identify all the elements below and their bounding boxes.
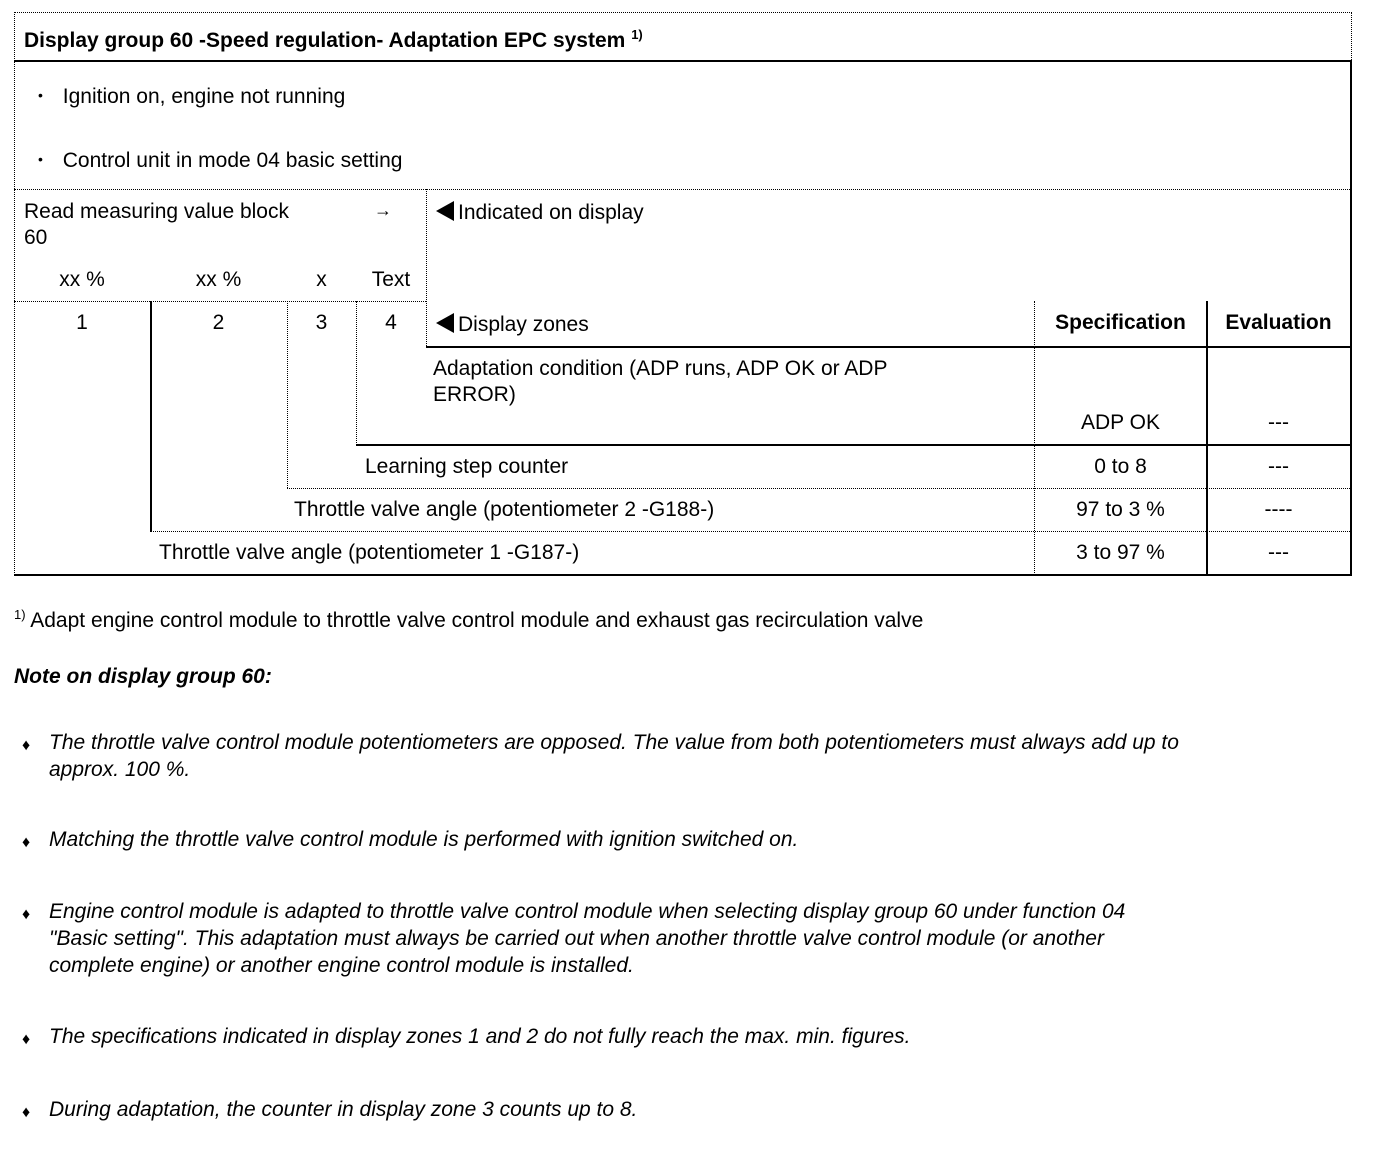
row-specification: ADP OK bbox=[1081, 411, 1160, 434]
bullet-icon: • bbox=[38, 87, 43, 103]
triangle-left-icon bbox=[436, 201, 454, 221]
eval-column-divider bbox=[1206, 301, 1208, 575]
zone-4-bracket bbox=[356, 301, 357, 445]
notes-heading: Note on display group 60: bbox=[14, 665, 272, 688]
row-label-cont: ERROR) bbox=[433, 383, 516, 406]
zone-number-3: 3 bbox=[315, 311, 328, 334]
note-line: Engine control module is adapted to throttle valve control module when selecting display group 60 under function 04 bbox=[49, 900, 1126, 923]
diamond-bullet-icon: ♦ bbox=[22, 1031, 31, 1048]
note-line: Matching the throttle valve control module is performed with ignition switched on. bbox=[49, 828, 799, 851]
table-title-text: Display group 60 -Speed regulation- Adaptation EPC system bbox=[24, 29, 626, 52]
diamond-bullet-icon: ♦ bbox=[22, 737, 31, 754]
zone-3-bracket bbox=[287, 301, 288, 488]
footnote-marker: 1) bbox=[14, 607, 26, 622]
row-specification: 0 to 8 bbox=[1094, 455, 1147, 478]
condition-text: Control unit in mode 04 basic setting bbox=[62, 149, 403, 172]
row-divider bbox=[356, 444, 1352, 446]
triangle-left-icon bbox=[436, 313, 454, 333]
row-divider bbox=[287, 488, 1352, 489]
title-divider bbox=[14, 60, 1352, 62]
spec-column-divider bbox=[1034, 301, 1035, 575]
display-zones-label bbox=[436, 312, 589, 338]
condition-item-2 bbox=[38, 148, 402, 175]
row-label: Learning step counter bbox=[365, 455, 569, 478]
note-item bbox=[22, 898, 1362, 979]
table-title bbox=[24, 28, 643, 54]
footnote-text: Adapt engine control module to throttle valve control module and exhaust gas recirculation valve bbox=[30, 609, 924, 632]
units-divider bbox=[14, 301, 426, 302]
conditions-divider bbox=[14, 189, 1352, 190]
header-left-right-divider bbox=[426, 189, 427, 346]
display-zones-text: Display zones bbox=[458, 313, 589, 336]
note-item bbox=[22, 826, 1362, 853]
note-line: The throttle valve control module potentiometers are opposed. The value from both potentiometers must always add up to bbox=[49, 731, 1179, 754]
note-line: approx. 100 %. bbox=[49, 758, 191, 781]
row-evaluation: --- bbox=[1268, 411, 1289, 434]
condition-text: Ignition on, engine not running bbox=[62, 85, 346, 108]
zone-number-4: 4 bbox=[385, 311, 397, 334]
unit-zone-2: xx % bbox=[195, 268, 242, 291]
unit-zone-3: x bbox=[316, 268, 327, 291]
row-label: Adaptation condition (ADP runs, ADP OK or ADP bbox=[433, 357, 888, 380]
note-item bbox=[22, 1096, 1362, 1123]
diamond-bullet-icon: ♦ bbox=[22, 906, 31, 923]
table-right-border-top bbox=[1351, 12, 1352, 62]
header-bottom-divider bbox=[426, 346, 1352, 348]
evaluation-header: Evaluation bbox=[1225, 311, 1332, 334]
table-left-border bbox=[14, 12, 15, 575]
table-top-border bbox=[14, 12, 1352, 13]
row-evaluation: --- bbox=[1268, 455, 1289, 478]
indicated-on-display-text: Indicated on display bbox=[458, 201, 644, 224]
row-evaluation: ---- bbox=[1264, 498, 1293, 521]
zone-number-1: 1 bbox=[76, 311, 88, 334]
table-right-border bbox=[1350, 61, 1352, 575]
unit-zone-4: Text bbox=[371, 268, 411, 291]
note-line: complete engine) or another engine control module is installed. bbox=[49, 954, 634, 977]
row-label: Throttle valve angle (potentiometer 1 -G187-) bbox=[159, 541, 580, 564]
read-block-number: 60 bbox=[24, 226, 48, 249]
indicated-on-display bbox=[436, 200, 644, 226]
note-item bbox=[22, 729, 1362, 783]
note-line: "Basic setting". This adaptation must always be carried out when another throttle valve control module (or another bbox=[49, 927, 1104, 950]
title-footnote-ref: 1) bbox=[631, 27, 643, 42]
table-bottom-border bbox=[14, 574, 1352, 576]
read-block-label: Read measuring value block bbox=[24, 200, 289, 223]
bullet-icon: • bbox=[38, 151, 43, 167]
row-divider bbox=[150, 531, 1352, 532]
zone-number-2: 2 bbox=[212, 311, 225, 334]
note-item bbox=[22, 1023, 1362, 1050]
specification-header: Specification bbox=[1055, 311, 1186, 334]
row-specification: 97 to 3 % bbox=[1076, 498, 1165, 521]
diamond-bullet-icon: ♦ bbox=[22, 1104, 31, 1121]
row-specification: 3 to 97 % bbox=[1076, 541, 1165, 564]
footnote bbox=[14, 608, 923, 634]
diamond-bullet-icon: ♦ bbox=[22, 834, 31, 851]
arrow-right-icon: → bbox=[374, 200, 392, 220]
note-line: The specifications indicated in display zones 1 and 2 do not fully reach the max. min. figures. bbox=[49, 1025, 911, 1048]
condition-item-1 bbox=[38, 84, 345, 111]
note-line: During adaptation, the counter in display zone 3 counts up to 8. bbox=[49, 1098, 638, 1121]
zone-2-bracket bbox=[150, 301, 152, 532]
row-label: Throttle valve angle (potentiometer 2 -G188-) bbox=[294, 498, 715, 521]
row-evaluation: --- bbox=[1268, 541, 1289, 564]
unit-zone-1: xx % bbox=[59, 268, 105, 291]
